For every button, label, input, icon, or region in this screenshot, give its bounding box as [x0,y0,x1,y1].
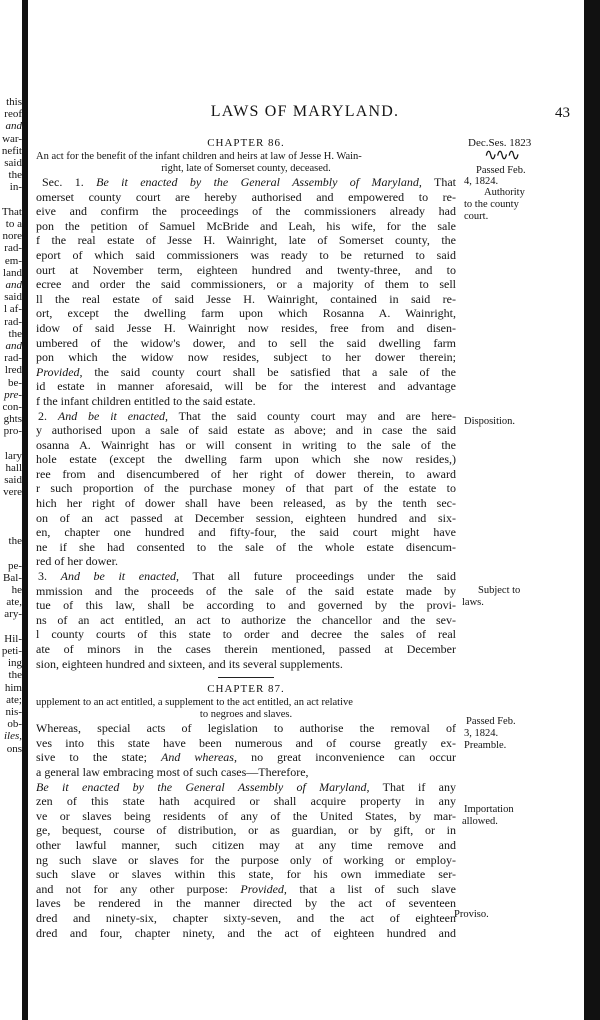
facing-page-fragment: ate, [6,596,22,609]
binding-shadow-left [22,0,28,1020]
text-line: pon which the widow now resides, subject to her dower therein; [36,350,456,365]
facing-page-fragment: and [5,279,22,291]
chapter-87-body [36,794,456,882]
facing-page-fragment: he [11,584,22,596]
text-line: dred and four, chapter ninety, and the act of eighteen hundred and [36,925,456,940]
chapter-87-enacting-line [36,780,456,795]
text-line: f the real estate of Jesse H. Wainright, late of Somerset county, the [36,233,456,248]
preamble-note: Preamble. [464,740,507,751]
passed-note-ch87: Passed Feb. [466,716,516,727]
text-line: sion, eighteen hundred and sixteen, and its several supplements. [36,656,343,671]
facing-page-fragment: l af- [3,303,22,316]
text-line: red of her dower. [36,554,118,569]
section-3-first-line [36,569,456,584]
flourish-ornament: ∿∿∿ [484,147,519,164]
chapter-87-heading: CHAPTER 87. [207,683,285,696]
facing-page-fragment: be- [7,376,22,389]
text-line: osanna A. Wainright has or will consent in writing to the sale of the [36,437,456,452]
disposition-note: Disposition. [464,416,516,427]
text-line: other lawful manner, such citizen may at any time remove and [36,837,456,852]
facing-page-fragment: vere [3,486,22,499]
facing-page-fragment: the [8,327,22,340]
facing-page-fragment: said [4,157,22,169]
facing-page-fragment: and [5,120,22,133]
facing-page-fragment: pe- [7,559,22,572]
text-line: ge, bequest, course of distribution, or as guardian, or by gift, or in [36,823,456,838]
facing-page-fragment: nefit [1,144,22,157]
facing-page-fragment: lary [4,449,22,462]
chapter-87-proviso-line [36,882,456,897]
subject-note: laws. [462,597,484,608]
facing-page-fragment: rad- [4,242,22,255]
subject-note: Subject to [478,585,521,596]
facing-page-fragment: lred [4,364,22,377]
text-line: on of an act passed at December session, eighteen hundred and six- [36,510,456,525]
authority-note: to the county [464,199,519,210]
section-1-tail-line: f the infant children entitled to the said estate. [36,393,256,408]
facing-page-fragment: Bal- [3,571,22,584]
preamble-line [36,750,456,765]
section-2-number: 2. [38,408,47,423]
facing-page-fragment: reof [4,108,22,121]
section-2-body [36,423,456,569]
facing-page-fragment: ate; [6,693,22,706]
facing-page-fragment: peti- [1,645,22,657]
text-line: mmission and the proceeds of the sale of the said estate made by [36,583,456,598]
text-line: ll the real estate of said Jesse H. Wainright, contained in said re- [36,291,456,306]
text-line: idow of said Jesse H. Wainright now resides, free from and disen- [36,320,456,335]
facing-page-fragment: ghts [3,413,22,426]
preamble-whereas: And whereas, [161,750,237,765]
facing-page-fragment: the [8,169,22,182]
facing-page-fragment: and [5,340,22,352]
facing-page-fragment: the [8,669,22,682]
session-note: Dec.Ses. 1823 [468,137,532,149]
proviso-note: Proviso. [454,909,489,920]
facing-page-fragment: said [4,291,22,304]
facing-page-fragment: war- [2,132,22,145]
section-1-proviso-text: the said county court shall be satisfied that a sale of the [94,364,456,379]
text-line: zen of this state hath acquired or shall acquire property in any [36,794,456,809]
text-line: eport of which said commissioners was ready to be returned to said [36,247,456,262]
section-1-tail-line: id estate in manner aforesaid, will be for the interest and advantage [36,379,456,394]
facing-page-fragment: em- [4,254,22,267]
text-line: dred and ninety-six, chapter sixty-seven, and the act of eighteen [36,910,456,925]
preamble-last-line: a general law embracing most of such cases—Therefore, [36,764,309,779]
facing-page-fragment: in- [9,181,22,194]
chapter-86-title-line: An act for the benefit of the infant children and heirs at law of Jesse H. Wain- [36,151,362,162]
section-3-body [36,584,456,672]
section-2-text: That the said county court may and are here- [178,408,456,423]
page-header [40,103,570,127]
chapter-divider [218,677,274,678]
text-line: ns of an act entitled, an act to authorize the chancellor and the sev- [36,612,456,627]
section-1-number: Sec. 1. [42,175,84,189]
text-line: ng such slave or slaves for the purpose only of working or employ- [36,852,456,867]
text-line: umbered of the widow's dower, and to sell the said dwelling farm [36,335,456,350]
facing-page-fragment: pre- [4,388,22,401]
binding-shadow-right [584,0,600,1020]
facing-page-fragment: nore [2,230,22,243]
importation-note: allowed. [462,816,498,827]
text-line: eive and confirm the proceedings of the commissioners already had [36,204,456,219]
facing-page-fragment: said [4,474,22,487]
authority-note: court. [464,211,489,222]
facing-page-fragment: ing [7,657,22,670]
section-1-that: That [434,175,456,189]
preamble-text: no great inconvenience can occur [251,750,456,765]
facing-page-fragment: this [6,96,22,108]
section-2-enacting-clause: And be it enacted, [57,408,169,423]
facing-page-fragment: iles, [3,730,22,743]
facing-page-fragment: ob- [7,718,22,731]
text-line: tue of this law, shall be according to and governed by the provi- [36,598,456,613]
text-line: laves be rendered in the manner directed by the act of seventeen [36,896,456,911]
facing-page-fragment: ary- [4,608,22,621]
text-line: ort, except the dwelling farm upon which Rosanna A. Wainright, [36,306,456,321]
section-1-body [36,190,456,365]
section-3-text: That all future proceedings under the said [192,569,456,584]
chapter-87-title-line: upplement to an act entitled, a supplement to the act entitled, an act relative [36,697,353,709]
preamble-line: ves into this state have been numerous and of course greatly ex- [36,735,456,750]
chapter-87-final-lines [36,896,456,940]
facing-page-fragment: pro- [3,425,22,438]
section-2-first-line [36,409,456,424]
chapter-87-enacting-clause: Be it enacted by the General Assembly of Maryland, [36,779,370,794]
section-3-enacting-clause: And be it enacted, [60,569,180,584]
facing-page-fragment: con- [2,401,22,413]
text-line: pon the petition of Samuel McBride and Leah, his wife, for the sale [36,218,456,233]
chapter-87-enacting-rest: That if any [382,779,456,794]
main-text-column [36,136,456,940]
passed-date-ch86: 4, 1824. [464,176,499,187]
proviso-provided: Provided, [240,881,287,896]
text-line: l county courts of this state to order and decree the sales of real [36,627,456,642]
text-line: ve or slaves being residents of any of the United States, by mar- [36,808,456,823]
text-line: ate of minors in the cases therein mentioned, passed at December [36,642,456,656]
facing-page-fragment: nis- [5,706,22,718]
facing-page-fragment: the [8,535,22,548]
text-line: ecree and order the said commissioners, or a majority of them to sell [36,277,456,292]
running-head: LAWS OF MARYLAND. [210,103,400,120]
text-line: such slave or slaves within this state, for his own immediate ser- [36,867,456,882]
section-3-number: 3. [38,569,47,584]
section-1-first-line [36,175,456,190]
facing-page-fragment: ons [6,742,22,755]
text-line: r such proportion of the purchase money of that part of the estate to [36,481,456,496]
facing-page-fragment: Hil- [4,632,22,645]
preamble-text: sive to the state; [36,750,147,765]
text-line: ourt at November term, eighteen hundred and twenty-three, and to [36,262,456,277]
section-1-provided: Provided, [36,364,83,379]
chapter-86-title-line: right, late of Somerset county, deceased. [161,163,331,174]
text-line: omerset county court are hereby authorised and empowered to re- [36,189,456,204]
text-line: ne if she had consented to the sale of the whole estate disencum- [36,539,456,554]
section-1-enacting-clause: Be it enacted by the General Assembly of Maryland, [96,175,422,189]
facing-page-fragment: him [4,681,22,694]
text-line: en, chapter one hundred and fifty-four, the said court might have [36,525,456,540]
text-line: hole estate (except the dwelling farm upon which she now resides,) [36,452,456,467]
importation-note: Importation [464,804,514,815]
chapter-86-heading: CHAPTER 86. [207,137,285,149]
chapter-87-title-line: to negroes and slaves. [199,709,293,721]
text-line: ree from and disencumbered of her right of dower therein, to award [36,466,456,481]
facing-page-fragment: That [1,205,22,218]
section-1-proviso-line [36,365,456,380]
passed-note-ch86: Passed Feb. [476,165,526,176]
authority-note: Authority [484,187,525,198]
facing-page-fragment: hall [5,462,22,474]
text-line: hich her right of dower shall have been released, as by the tenth sec- [36,496,456,511]
preamble-first-line: Whereas, special acts of legislation to authorise the removal of [36,721,456,736]
passed-date-ch87: 3, 1824. [464,728,499,739]
facing-page-fragment: to a [5,218,22,230]
facing-page-fragment: rad- [4,352,22,365]
facing-page-fragment: land [3,266,22,279]
text-line: y authorised upon a sale of said estate as above; and in case the said [36,423,456,438]
facing-page-fragment: rad- [4,315,22,328]
proviso-text: that a list of such slave [299,881,456,896]
page-number: 43 [555,105,570,121]
proviso-text: and not for any other purpose: [36,881,228,896]
